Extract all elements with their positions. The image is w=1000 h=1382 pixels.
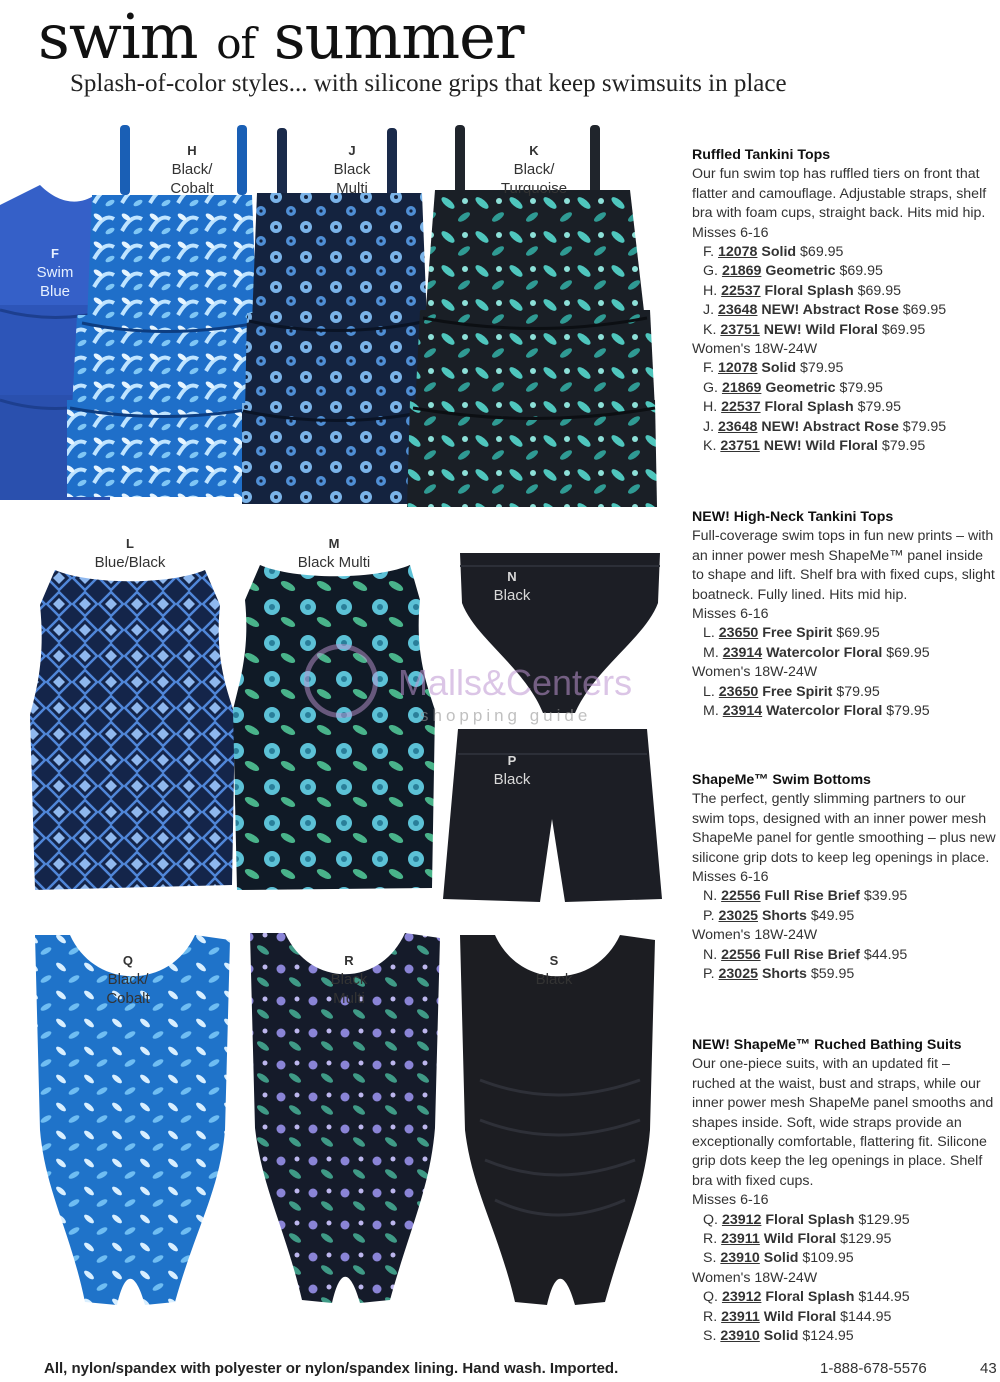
section-ruched-suits bbox=[692, 1036, 997, 1347]
section-swim-bottoms bbox=[692, 771, 997, 984]
product-line[interactable]: P. 23025 Shorts $49.95 bbox=[703, 907, 855, 924]
label-l: L Blue/Black bbox=[94, 536, 166, 571]
title-word-swim: swim bbox=[38, 0, 198, 73]
product-line[interactable]: J. 23648 NEW! Abstract Rose $69.95 bbox=[703, 302, 947, 319]
size-heading: Women's 18W-24W bbox=[692, 927, 818, 944]
section-title: NEW! ShapeMe™ Ruched Bathing Suits bbox=[692, 1037, 962, 1053]
product-line[interactable]: Q. 23912 Floral Splash $129.95 bbox=[703, 1211, 910, 1228]
product-line[interactable]: S. 23910 Solid $109.95 bbox=[703, 1250, 854, 1267]
section-description: The perfect, gently slimming partners to our swim tops, designed with an inner power mesh ShapeMe panel for gentle smoothing – plus new silicone grip dots to keep leg openings in place. bbox=[692, 791, 996, 866]
label-q: Q Black/ Cobalt bbox=[106, 953, 150, 1007]
tankini-m-image[interactable] bbox=[225, 560, 440, 895]
product-line[interactable]: L. 23650 Free Spirit $79.95 bbox=[703, 683, 880, 700]
product-line[interactable]: G. 21869 Geometric $79.95 bbox=[703, 379, 883, 396]
label-s: S Black bbox=[535, 953, 573, 988]
section-title: NEW! High-Neck Tankini Tops bbox=[692, 509, 894, 525]
label-h: H Black/ Cobalt bbox=[170, 143, 214, 197]
watermark-text: Malls&Centers bbox=[398, 662, 633, 703]
product-line[interactable]: M. 23914 Watercolor Floral $79.95 bbox=[703, 703, 930, 720]
product-line[interactable]: H. 22537 Floral Splash $69.95 bbox=[703, 282, 901, 299]
size-heading: Misses 6-16 bbox=[692, 224, 769, 241]
section-title: ShapeMe™ Swim Bottoms bbox=[692, 772, 871, 788]
product-line[interactable]: N. 22556 Full Rise Brief $39.95 bbox=[703, 888, 908, 905]
product-line[interactable]: P. 23025 Shorts $59.95 bbox=[703, 966, 855, 983]
title-word-summer: summer bbox=[273, 0, 524, 73]
footer-note: All, nylon/spandex with polyester or nylon/spandex lining. Hand wash. Imported. bbox=[44, 1360, 619, 1377]
product-line[interactable]: K. 23751 NEW! Wild Floral $79.95 bbox=[703, 438, 926, 455]
section-high-neck-tankini bbox=[692, 508, 997, 721]
page-subtitle: Splash-of-color styles... with silicone grips that keep swimsuits in place bbox=[70, 70, 787, 97]
product-line[interactable]: N. 22556 Full Rise Brief $44.95 bbox=[703, 946, 908, 963]
product-line[interactable]: M. 23914 Watercolor Floral $69.95 bbox=[703, 644, 930, 661]
section-description: Full-coverage swim tops in fun new prints – with an inner power mesh ShapeMe™ panel inside to shape and lift. Shelf bra with fixed cups, slight boatneck. Fully lined. Hits mid hip. bbox=[692, 528, 995, 603]
size-heading: Misses 6-16 bbox=[692, 606, 769, 623]
product-line[interactable]: F. 12078 Solid $69.95 bbox=[703, 244, 844, 261]
product-line[interactable]: G. 21869 Geometric $69.95 bbox=[703, 263, 883, 280]
product-line[interactable]: S. 23910 Solid $124.95 bbox=[703, 1328, 854, 1345]
shorts-p-image[interactable] bbox=[440, 724, 665, 904]
tankini-l-image[interactable] bbox=[20, 565, 240, 895]
label-f: F Swim Blue bbox=[36, 246, 74, 300]
size-heading: Women's 18W-24W bbox=[692, 341, 818, 358]
section-description: Our fun swim top has ruffled tiers on front that flatter and camouflage. Adjustable straps, shelf bra with foam cups, straight back. Hits mid hip. bbox=[692, 166, 987, 222]
size-heading: Misses 6-16 bbox=[692, 869, 769, 886]
section-ruffled-tankini bbox=[692, 146, 997, 457]
label-m: M Black Multi bbox=[297, 536, 371, 571]
product-line[interactable]: H. 22537 Floral Splash $79.95 bbox=[703, 399, 901, 416]
title-word-of: of bbox=[216, 19, 256, 68]
product-line[interactable]: F. 12078 Solid $79.95 bbox=[703, 360, 844, 377]
product-line[interactable]: K. 23751 NEW! Wild Floral $69.95 bbox=[703, 321, 926, 338]
page-title bbox=[38, 2, 523, 79]
product-line[interactable]: R. 23911 Wild Floral $129.95 bbox=[703, 1231, 892, 1248]
section-description: Our one-piece suits, with an updated fit – ruched at the waist, bust and straps, while our inner power mesh ShapeMe panel smooths and shapes inside. Soft, wide straps provide an exceptionally comfortable, flattering fit. Silicone grip dots keep the leg openings in place. Shelf bra with fixed cups. bbox=[692, 1056, 994, 1189]
section-title: Ruffled Tankini Tops bbox=[692, 147, 831, 163]
brief-n-image[interactable] bbox=[455, 548, 665, 718]
watermark-subtext: shopping guide bbox=[420, 706, 592, 725]
size-heading: Women's 18W-24W bbox=[692, 664, 818, 681]
label-n: N Black bbox=[493, 569, 531, 604]
product-line[interactable]: R. 23911 Wild Floral $144.95 bbox=[703, 1308, 892, 1325]
label-k: K Black/ Turquoise bbox=[500, 143, 568, 197]
label-p: P Black bbox=[493, 753, 531, 788]
size-heading: Women's 18W-24W bbox=[692, 1269, 818, 1286]
product-line[interactable]: L. 23650 Free Spirit $69.95 bbox=[703, 625, 880, 642]
tankini-h-image[interactable] bbox=[62, 125, 257, 500]
phone-number[interactable]: 1-888-678-5576 bbox=[820, 1360, 927, 1377]
label-r: R Black Multi bbox=[330, 953, 368, 1007]
product-line[interactable]: J. 23648 NEW! Abstract Rose $79.95 bbox=[703, 418, 947, 435]
page-number: 43 bbox=[980, 1360, 997, 1377]
size-heading: Misses 6-16 bbox=[692, 1192, 769, 1209]
product-line[interactable]: Q. 23912 Floral Splash $144.95 bbox=[703, 1289, 910, 1306]
label-j: J Black Multi bbox=[333, 143, 371, 197]
